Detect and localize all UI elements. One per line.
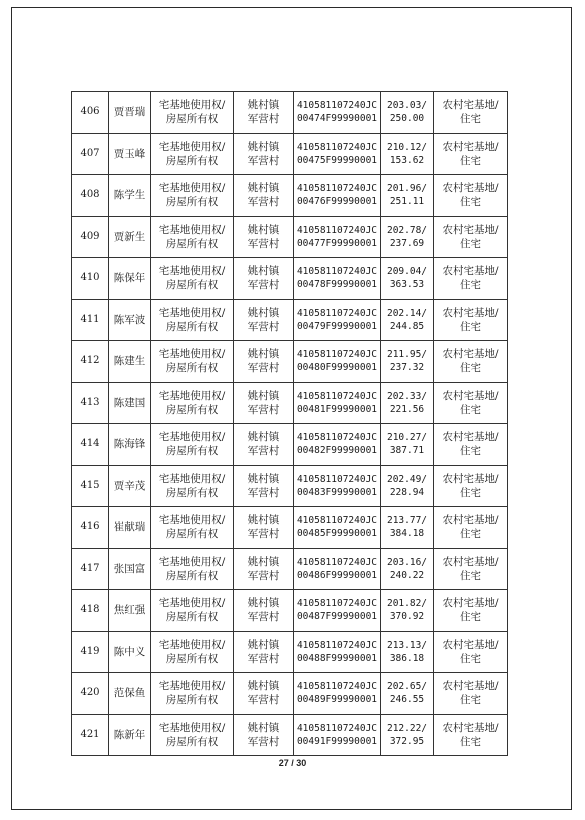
cell-location-line: 军营村: [247, 113, 280, 126]
cell-number: 421: [72, 714, 109, 756]
cell-unit-code-line: 410581107240JC: [296, 100, 378, 112]
cell-area-line: 203.16/: [386, 556, 428, 568]
cell-usage-line: 住宅: [460, 362, 481, 375]
cell-area-line: 212.22/: [386, 722, 428, 734]
cell-area-line: 387.71: [389, 445, 425, 457]
cell-location: [234, 299, 294, 341]
cell-usage-line: 农村宅基地/: [442, 99, 499, 112]
cell-right-type-line: 房屋所有权: [165, 528, 219, 541]
cell-location-line: 军营村: [247, 445, 280, 458]
cell-holder-name: 陈新年: [109, 714, 151, 756]
cell-usage: [434, 507, 508, 549]
table-row: [72, 465, 508, 507]
cell-location-line: 军营村: [247, 611, 280, 624]
cell-right-type: [151, 590, 234, 632]
cell-right-type: [151, 92, 234, 134]
cell-right-type-line: 房屋所有权: [165, 652, 219, 665]
cell-area: [381, 216, 434, 258]
cell-area: [381, 673, 434, 715]
cell-location-line: 军营村: [247, 528, 280, 541]
cell-right-type-line: 房屋所有权: [165, 569, 219, 582]
cell-unit-code: [294, 631, 381, 673]
table-row: [72, 382, 508, 424]
page-number: 27 / 30: [278, 758, 307, 768]
cell-area-line: 384.18: [389, 528, 425, 540]
cell-right-type: [151, 216, 234, 258]
cell-unit-code: [294, 133, 381, 175]
cell-location: [234, 382, 294, 424]
cell-usage-line: 农村宅基地/: [442, 514, 499, 527]
cell-usage: [434, 258, 508, 300]
cell-number: 409: [72, 216, 109, 258]
cell-number: 417: [72, 548, 109, 590]
cell-unit-code-line: 00481F99990001: [296, 403, 378, 415]
cell-usage-line: 住宅: [460, 611, 481, 624]
cell-right-type-line: 宅基地使用权/: [158, 348, 226, 361]
cell-usage-line: 住宅: [460, 735, 481, 748]
cell-location-line: 姚村镇: [247, 680, 280, 693]
cell-holder-name: 崔献瑞: [109, 507, 151, 549]
cell-usage-line: 农村宅基地/: [442, 721, 499, 734]
cell-right-type: [151, 424, 234, 466]
cell-usage: [434, 714, 508, 756]
cell-location: [234, 258, 294, 300]
cell-usage: [434, 424, 508, 466]
cell-location-line: 军营村: [247, 154, 280, 167]
cell-location-line: 军营村: [247, 320, 280, 333]
cell-usage-line: 农村宅基地/: [442, 555, 499, 568]
cell-area-line: 213.13/: [386, 639, 428, 651]
cell-area-line: 370.92: [389, 611, 425, 623]
cell-usage-line: 住宅: [460, 320, 481, 333]
cell-right-type: [151, 548, 234, 590]
table-row: [72, 175, 508, 217]
cell-location-line: 军营村: [247, 569, 280, 582]
cell-usage: [434, 673, 508, 715]
cell-right-type: [151, 673, 234, 715]
cell-area-line: 244.85: [389, 320, 425, 332]
cell-area-line: 221.56: [389, 403, 425, 415]
table-row: [72, 258, 508, 300]
cell-holder-name: 陈学生: [109, 175, 151, 217]
cell-location-line: 姚村镇: [247, 223, 280, 236]
cell-right-type-line: 房屋所有权: [165, 403, 219, 416]
cell-location-line: 姚村镇: [247, 140, 280, 153]
cell-right-type-line: 房屋所有权: [165, 445, 219, 458]
cell-usage: [434, 382, 508, 424]
cell-unit-code-line: 00488F99990001: [296, 652, 378, 664]
table-row: [72, 133, 508, 175]
cell-area-line: 202.14/: [386, 307, 428, 319]
cell-unit-code: [294, 424, 381, 466]
cell-unit-code-line: 00476F99990001: [296, 196, 378, 208]
cell-right-type-line: 宅基地使用权/: [158, 472, 226, 485]
cell-unit-code-line: 00480F99990001: [296, 362, 378, 374]
cell-right-type-line: 宅基地使用权/: [158, 514, 226, 527]
cell-right-type: [151, 175, 234, 217]
cell-area-line: 202.49/: [386, 473, 428, 485]
cell-area-line: 203.03/: [386, 100, 428, 112]
cell-unit-code-line: 00483F99990001: [296, 486, 378, 498]
cell-location: [234, 673, 294, 715]
table-row: [72, 548, 508, 590]
cell-area-line: 153.62: [389, 154, 425, 166]
cell-area-line: 201.96/: [386, 183, 428, 195]
cell-location-line: 军营村: [247, 652, 280, 665]
cell-location: [234, 465, 294, 507]
cell-unit-code-line: 00487F99990001: [296, 611, 378, 623]
cell-area: [381, 258, 434, 300]
cell-usage-line: 农村宅基地/: [442, 389, 499, 402]
cell-usage-line: 住宅: [460, 196, 481, 209]
cell-number: 415: [72, 465, 109, 507]
cell-area: [381, 631, 434, 673]
cell-right-type-line: 宅基地使用权/: [158, 431, 226, 444]
cell-location-line: 姚村镇: [247, 265, 280, 278]
cell-usage-line: 农村宅基地/: [442, 597, 499, 610]
cell-location-line: 军营村: [247, 486, 280, 499]
cell-location-line: 姚村镇: [247, 555, 280, 568]
cell-location: [234, 341, 294, 383]
cell-usage-line: 住宅: [460, 445, 481, 458]
cell-unit-code-line: 410581107240JC: [296, 432, 378, 444]
cell-usage-line: 农村宅基地/: [442, 472, 499, 485]
cell-usage-line: 农村宅基地/: [442, 348, 499, 361]
cell-right-type-line: 房屋所有权: [165, 735, 219, 748]
cell-unit-code-line: 00486F99990001: [296, 569, 378, 581]
table-row: [72, 92, 508, 134]
cell-holder-name: 焦红强: [109, 590, 151, 632]
cell-right-type-line: 宅基地使用权/: [158, 140, 226, 153]
cell-location-line: 军营村: [247, 196, 280, 209]
cell-holder-name: 陈建国: [109, 382, 151, 424]
cell-location-line: 军营村: [247, 279, 280, 292]
cell-unit-code: [294, 382, 381, 424]
cell-area: [381, 133, 434, 175]
cell-unit-code: [294, 216, 381, 258]
cell-usage-line: 住宅: [460, 154, 481, 167]
cell-usage-line: 农村宅基地/: [442, 306, 499, 319]
cell-right-type: [151, 299, 234, 341]
cell-holder-name: 范保鱼: [109, 673, 151, 715]
cell-right-type-line: 房屋所有权: [165, 320, 219, 333]
cell-usage: [434, 548, 508, 590]
cell-area-line: 201.82/: [386, 598, 428, 610]
cell-usage: [434, 465, 508, 507]
cell-unit-code-line: 410581107240JC: [296, 556, 378, 568]
cell-usage-line: 农村宅基地/: [442, 140, 499, 153]
cell-right-type-line: 房屋所有权: [165, 362, 219, 375]
cell-unit-code-line: 00474F99990001: [296, 113, 378, 125]
cell-right-type-line: 宅基地使用权/: [158, 721, 226, 734]
cell-area-line: 209.04/: [386, 266, 428, 278]
cell-right-type-line: 宅基地使用权/: [158, 638, 226, 651]
cell-right-type: [151, 631, 234, 673]
cell-location-line: 军营村: [247, 694, 280, 707]
cell-area-line: 237.69: [389, 237, 425, 249]
cell-location-line: 姚村镇: [247, 306, 280, 319]
cell-number: 420: [72, 673, 109, 715]
cell-location-line: 姚村镇: [247, 514, 280, 527]
table-row: [72, 714, 508, 756]
cell-unit-code: [294, 92, 381, 134]
cell-area-line: 211.95/: [386, 349, 428, 361]
cell-usage-line: 住宅: [460, 403, 481, 416]
cell-holder-name: 贾玉峰: [109, 133, 151, 175]
cell-location: [234, 216, 294, 258]
cell-unit-code: [294, 299, 381, 341]
cell-location-line: 姚村镇: [247, 597, 280, 610]
cell-unit-code: [294, 590, 381, 632]
cell-usage-line: 住宅: [460, 652, 481, 665]
cell-unit-code: [294, 673, 381, 715]
cell-usage: [434, 631, 508, 673]
cell-usage-line: 住宅: [460, 528, 481, 541]
cell-number: 408: [72, 175, 109, 217]
cell-area: [381, 175, 434, 217]
cell-number: 416: [72, 507, 109, 549]
cell-right-type-line: 宅基地使用权/: [158, 182, 226, 195]
table-row: [72, 590, 508, 632]
table-row: [72, 631, 508, 673]
table-body: [72, 92, 508, 756]
cell-location: [234, 714, 294, 756]
cell-location: [234, 175, 294, 217]
cell-unit-code-line: 00485F99990001: [296, 528, 378, 540]
cell-location: [234, 424, 294, 466]
cell-area: [381, 507, 434, 549]
cell-unit-code-line: 410581107240JC: [296, 473, 378, 485]
cell-usage: [434, 133, 508, 175]
cell-right-type-line: 房屋所有权: [165, 611, 219, 624]
cell-area-line: 210.27/: [386, 432, 428, 444]
cell-right-type-line: 宅基地使用权/: [158, 223, 226, 236]
cell-usage-line: 农村宅基地/: [442, 265, 499, 278]
cell-right-type-line: 房屋所有权: [165, 279, 219, 292]
cell-usage-line: 农村宅基地/: [442, 638, 499, 651]
cell-location: [234, 631, 294, 673]
cell-area-line: 237.32: [389, 362, 425, 374]
cell-area-line: 228.94: [389, 486, 425, 498]
cell-right-type-line: 宅基地使用权/: [158, 265, 226, 278]
cell-unit-code: [294, 465, 381, 507]
cell-location: [234, 548, 294, 590]
cell-location-line: 姚村镇: [247, 182, 280, 195]
cell-holder-name: 贾晋瑞: [109, 92, 151, 134]
cell-unit-code: [294, 548, 381, 590]
cell-unit-code-line: 410581107240JC: [296, 639, 378, 651]
cell-number: 407: [72, 133, 109, 175]
cell-unit-code-line: 00478F99990001: [296, 279, 378, 291]
cell-usage: [434, 175, 508, 217]
cell-unit-code-line: 410581107240JC: [296, 722, 378, 734]
table-row: [72, 424, 508, 466]
cell-number: 413: [72, 382, 109, 424]
cell-unit-code-line: 410581107240JC: [296, 349, 378, 361]
cell-unit-code-line: 00482F99990001: [296, 445, 378, 457]
table-row: [72, 216, 508, 258]
cell-unit-code-line: 410581107240JC: [296, 390, 378, 402]
cell-unit-code-line: 410581107240JC: [296, 515, 378, 527]
table-row: [72, 507, 508, 549]
cell-area-line: 251.11: [389, 196, 425, 208]
cell-right-type-line: 房屋所有权: [165, 196, 219, 209]
cell-usage-line: 住宅: [460, 237, 481, 250]
table-row: [72, 299, 508, 341]
cell-right-type-line: 房屋所有权: [165, 113, 219, 126]
cell-location-line: 军营村: [247, 403, 280, 416]
cell-area-line: 246.55: [389, 694, 425, 706]
cell-area-line: 372.95: [389, 735, 425, 747]
cell-holder-name: 陈保年: [109, 258, 151, 300]
cell-holder-name: 陈建生: [109, 341, 151, 383]
cell-usage-line: 农村宅基地/: [442, 182, 499, 195]
cell-usage: [434, 341, 508, 383]
cell-usage: [434, 216, 508, 258]
cell-number: 412: [72, 341, 109, 383]
cell-area: [381, 714, 434, 756]
cell-holder-name: 陈中义: [109, 631, 151, 673]
cell-unit-code: [294, 714, 381, 756]
cell-usage-line: 农村宅基地/: [442, 223, 499, 236]
cell-number: 418: [72, 590, 109, 632]
cell-area-line: 386.18: [389, 652, 425, 664]
cell-right-type-line: 房屋所有权: [165, 237, 219, 250]
cell-unit-code-line: 00479F99990001: [296, 320, 378, 332]
cell-unit-code-line: 00475F99990001: [296, 154, 378, 166]
cell-right-type: [151, 382, 234, 424]
cell-holder-name: 贾新生: [109, 216, 151, 258]
cell-number: 419: [72, 631, 109, 673]
cell-number: 414: [72, 424, 109, 466]
cell-right-type-line: 宅基地使用权/: [158, 389, 226, 402]
cell-unit-code: [294, 507, 381, 549]
cell-area: [381, 341, 434, 383]
cell-unit-code: [294, 258, 381, 300]
cell-usage: [434, 590, 508, 632]
cell-location-line: 军营村: [247, 362, 280, 375]
cell-unit-code-line: 410581107240JC: [296, 266, 378, 278]
cell-right-type-line: 宅基地使用权/: [158, 99, 226, 112]
cell-location-line: 姚村镇: [247, 721, 280, 734]
cell-holder-name: 贾辛茂: [109, 465, 151, 507]
cell-area-line: 210.12/: [386, 141, 428, 153]
cell-unit-code: [294, 175, 381, 217]
cell-unit-code-line: 410581107240JC: [296, 681, 378, 693]
cell-unit-code-line: 410581107240JC: [296, 183, 378, 195]
cell-right-type-line: 房屋所有权: [165, 694, 219, 707]
cell-area: [381, 424, 434, 466]
cell-right-type: [151, 341, 234, 383]
cell-location-line: 姚村镇: [247, 348, 280, 361]
cell-usage-line: 农村宅基地/: [442, 680, 499, 693]
cell-area: [381, 382, 434, 424]
cell-right-type-line: 房屋所有权: [165, 154, 219, 167]
cell-unit-code-line: 410581107240JC: [296, 598, 378, 610]
table-row: [72, 341, 508, 383]
cell-number: 406: [72, 92, 109, 134]
cell-right-type: [151, 258, 234, 300]
cell-unit-code: [294, 341, 381, 383]
cell-area: [381, 465, 434, 507]
cell-location-line: 姚村镇: [247, 99, 280, 112]
registry-table: [71, 91, 508, 756]
cell-usage-line: 住宅: [460, 486, 481, 499]
cell-unit-code-line: 00489F99990001: [296, 694, 378, 706]
cell-number: 411: [72, 299, 109, 341]
cell-area-line: 202.33/: [386, 390, 428, 402]
cell-usage-line: 住宅: [460, 113, 481, 126]
cell-unit-code-line: 410581107240JC: [296, 141, 378, 153]
cell-unit-code-line: 410581107240JC: [296, 307, 378, 319]
cell-right-type-line: 宅基地使用权/: [158, 555, 226, 568]
cell-holder-name: 陈海锋: [109, 424, 151, 466]
cell-area-line: 202.65/: [386, 681, 428, 693]
cell-right-type: [151, 507, 234, 549]
cell-location-line: 姚村镇: [247, 638, 280, 651]
cell-area-line: 250.00: [389, 113, 425, 125]
cell-location-line: 姚村镇: [247, 431, 280, 444]
cell-holder-name: 陈军波: [109, 299, 151, 341]
cell-usage: [434, 92, 508, 134]
cell-holder-name: 张国富: [109, 548, 151, 590]
cell-location-line: 军营村: [247, 735, 280, 748]
cell-number: 410: [72, 258, 109, 300]
cell-area: [381, 590, 434, 632]
cell-area-line: 213.77/: [386, 515, 428, 527]
cell-area-line: 202.78/: [386, 224, 428, 236]
cell-usage-line: 住宅: [460, 279, 481, 292]
cell-right-type: [151, 465, 234, 507]
cell-location: [234, 590, 294, 632]
cell-area: [381, 92, 434, 134]
cell-right-type-line: 房屋所有权: [165, 486, 219, 499]
cell-area-line: 240.22: [389, 569, 425, 581]
cell-right-type-line: 宅基地使用权/: [158, 680, 226, 693]
cell-location-line: 姚村镇: [247, 472, 280, 485]
cell-unit-code-line: 00477F99990001: [296, 237, 378, 249]
cell-right-type-line: 宅基地使用权/: [158, 306, 226, 319]
cell-usage-line: 住宅: [460, 694, 481, 707]
cell-location-line: 姚村镇: [247, 389, 280, 402]
cell-usage: [434, 299, 508, 341]
cell-unit-code-line: 00491F99990001: [296, 735, 378, 747]
cell-right-type: [151, 714, 234, 756]
cell-usage-line: 住宅: [460, 569, 481, 582]
cell-unit-code-line: 410581107240JC: [296, 224, 378, 236]
cell-location: [234, 133, 294, 175]
cell-area: [381, 548, 434, 590]
cell-usage-line: 农村宅基地/: [442, 431, 499, 444]
cell-location-line: 军营村: [247, 237, 280, 250]
cell-area: [381, 299, 434, 341]
table-row: [72, 673, 508, 715]
cell-area-line: 363.53: [389, 279, 425, 291]
cell-location: [234, 92, 294, 134]
cell-right-type: [151, 133, 234, 175]
cell-location: [234, 507, 294, 549]
cell-right-type-line: 宅基地使用权/: [158, 597, 226, 610]
